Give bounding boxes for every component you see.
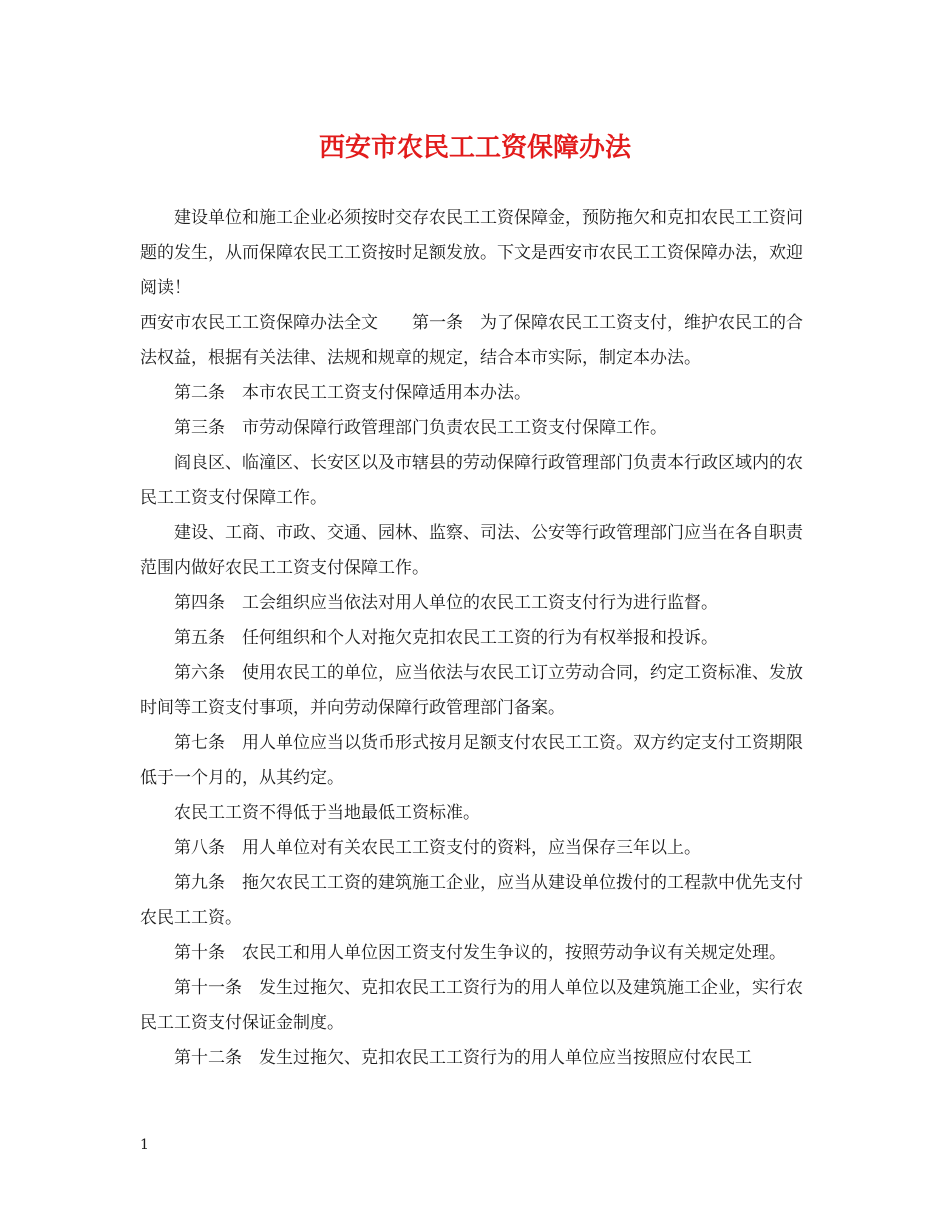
article-7-paragraph: 第七条 用人单位应当以货币形式按月足额支付农民工工资。双方约定支付工资期限低于一个月的，从其约定。 xyxy=(140,733,803,788)
document-title: 西安市农民工工资保障办法 xyxy=(318,133,631,163)
article-7-minimum-wage-paragraph: 农民工工资不得低于当地最低工资标准。 xyxy=(174,803,480,823)
article-2-paragraph: 第二条 本市农民工工资支付保障适用本办法。 xyxy=(174,383,531,403)
article-1-paragraph: 西安市农民工工资保障办法全文 第一条 为了保障农民工工资支付，维护农民工的合法权益，根据有关法律、法规和规章的规定，结合本市实际，制定本办法。 xyxy=(140,313,803,368)
intro-paragraph: 建设单位和施工企业必须按时交存农民工工资保障金，预防拖欠和克扣农民工工资问题的发生，从而保障农民工工资按时足额发放。下文是西安市农民工工资保障办法，欢迎阅读！ xyxy=(140,208,803,298)
article-4-paragraph: 第四条 工会组织应当依法对用人单位的农民工工资支付行为进行监督。 xyxy=(174,593,718,613)
document-body xyxy=(140,201,816,1076)
article-10-paragraph: 第十条 农民工和用人单位因工资支付发生争议的，按照劳动争议有关规定处理。 xyxy=(174,943,786,963)
article-5-paragraph: 第五条 任何组织和个人对拖欠克扣农民工工资的行为有权举报和投诉。 xyxy=(174,628,718,648)
article-11-paragraph: 第十一条 发生过拖欠、克扣农民工工资行为的用人单位以及建筑施工企业，实行农民工工资支付保证金制度。 xyxy=(140,978,803,1033)
article-3-paragraph: 第三条 市劳动保障行政管理部门负责农民工工资支付保障工作。 xyxy=(174,418,667,438)
article-9-paragraph: 第九条 拖欠农民工工资的建筑施工企业，应当从建设单位拨付的工程款中优先支付农民工工资。 xyxy=(140,873,803,928)
article-6-paragraph: 第六条 使用农民工的单位，应当依法与农民工订立劳动合同，约定工资标准、发放时间等工资支付事项，并向劳动保障行政管理部门备案。 xyxy=(140,663,803,718)
article-3-district-paragraph: 阎良区、临潼区、长安区以及市辖县的劳动保障行政管理部门负责本行政区域内的农民工工资支付保障工作。 xyxy=(140,453,803,508)
page-number: 1 xyxy=(140,1137,149,1153)
article-12-paragraph: 第十二条 发生过拖欠、克扣农民工工资行为的用人单位应当按照应付农民工 xyxy=(174,1048,752,1068)
article-8-paragraph: 第八条 用人单位对有关农民工工资支付的资料，应当保存三年以上。 xyxy=(174,838,701,858)
article-3-departments-paragraph: 建设、工商、市政、交通、园林、监察、司法、公安等行政管理部门应当在各自职责范围内做好农民工工资支付保障工作。 xyxy=(140,523,803,578)
